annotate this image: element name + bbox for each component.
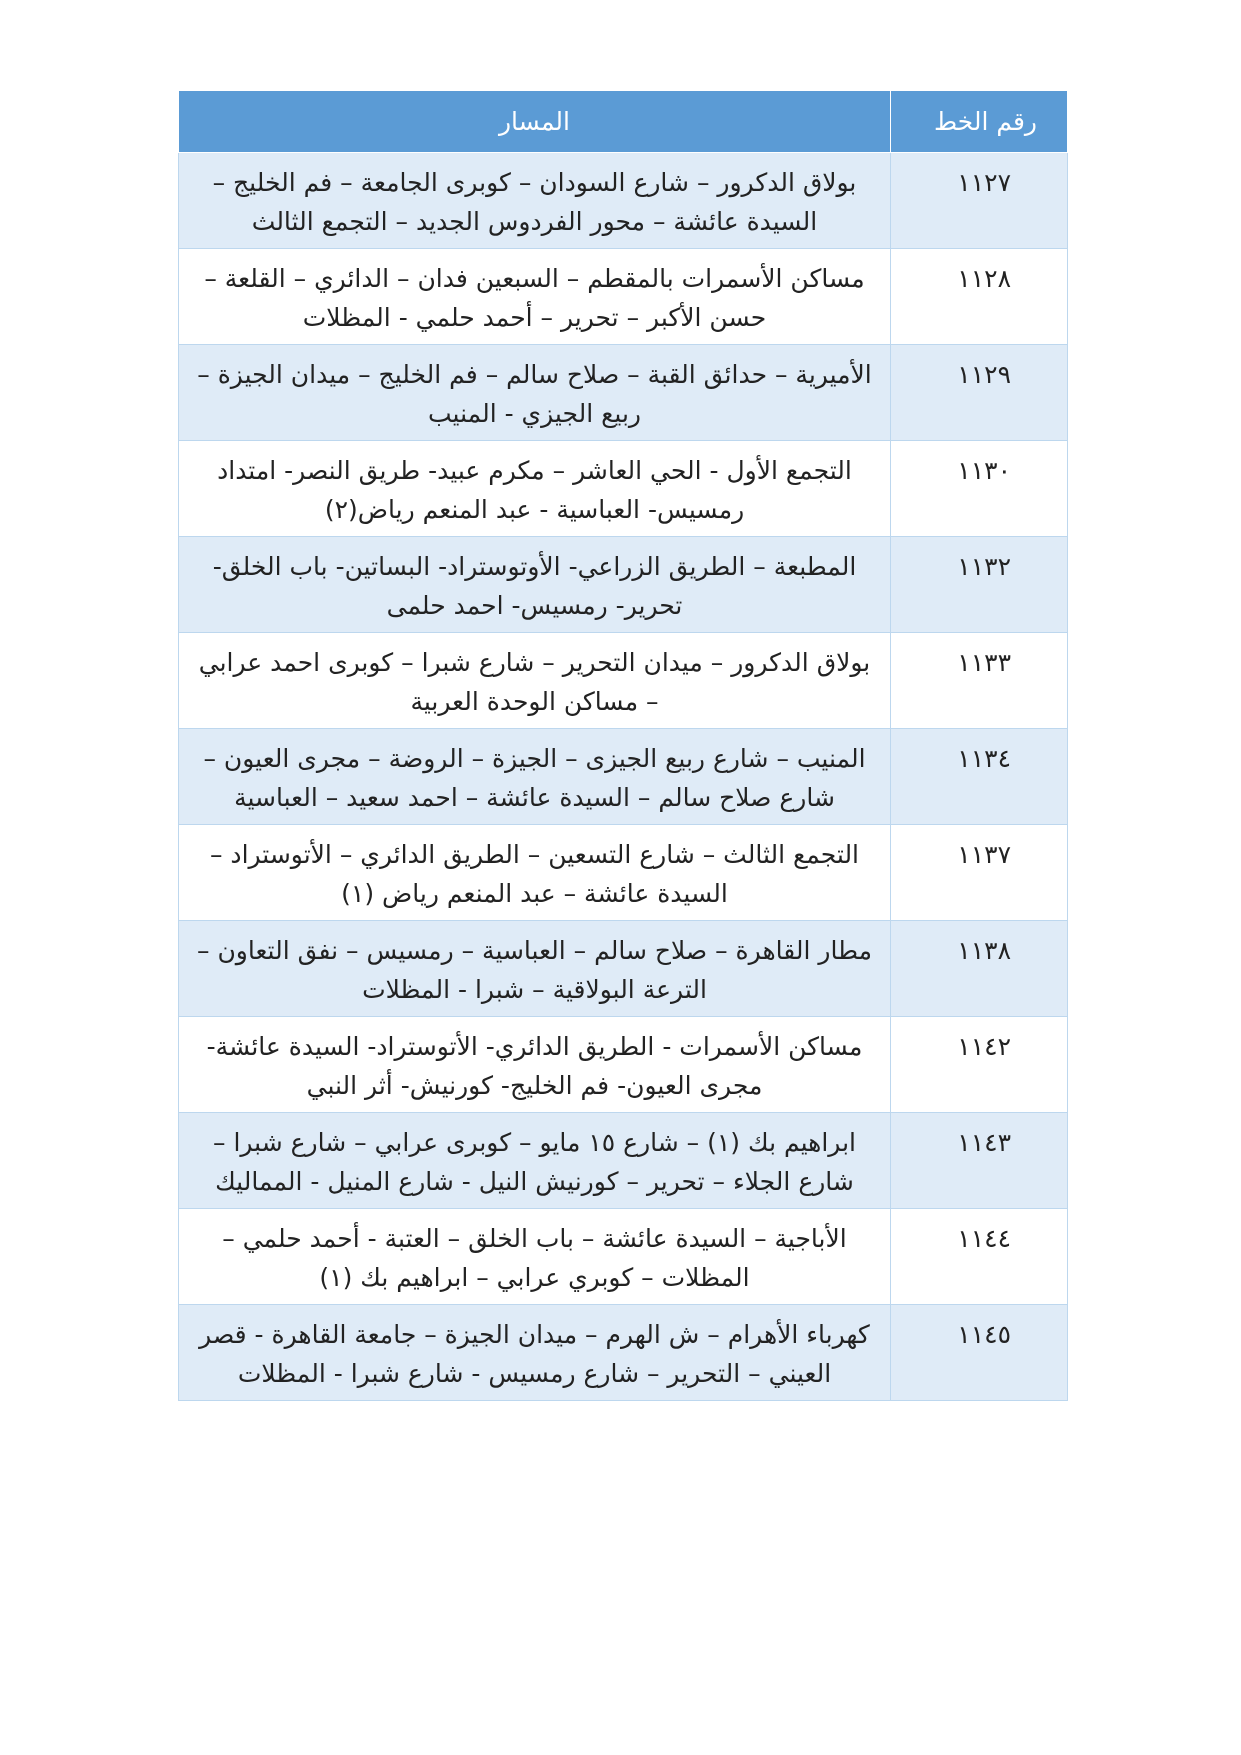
line-number-cell: ١١٢٨ bbox=[891, 249, 1068, 345]
line-number-cell: ١١٣٧ bbox=[891, 825, 1068, 921]
route-cell: بولاق الدكرور – ميدان التحرير – شارع شبرا – كوبرى احمد عرابي – مساكن الوحدة العربية bbox=[179, 633, 891, 729]
line-number-cell: ١١٢٩ bbox=[891, 345, 1068, 441]
line-number-cell: ١١٣٢ bbox=[891, 537, 1068, 633]
line-number-cell: ١١٣٨ bbox=[891, 921, 1068, 1017]
table-row bbox=[179, 633, 1068, 729]
table-header-row bbox=[179, 91, 1068, 153]
table-row bbox=[179, 1113, 1068, 1209]
line-number-cell: ١١٤٣ bbox=[891, 1113, 1068, 1209]
route-cell: مساكن الأسمرات بالمقطم – السبعين فدان – الدائري – القلعة – حسن الأكبر – تحرير – أحمد حلمي - المظلات bbox=[179, 249, 891, 345]
route-cell: بولاق الدكرور – شارع السودان – كوبرى الجامعة – فم الخليج – السيدة عائشة – محور الفردوس الجديد – التجمع الثالث bbox=[179, 153, 891, 249]
line-number-cell: ١١٢٧ bbox=[891, 153, 1068, 249]
table-row bbox=[179, 153, 1068, 249]
route-cell: الأباجية – السيدة عائشة – باب الخلق – العتبة - أحمد حلمي – المظلات – كوبري عرابي – ابراهيم بك (١) bbox=[179, 1209, 891, 1305]
table-row bbox=[179, 1305, 1068, 1401]
line-number-cell: ١١٣٠ bbox=[891, 441, 1068, 537]
line-number-cell: ١١٤٢ bbox=[891, 1017, 1068, 1113]
bus-routes-table bbox=[178, 90, 1068, 1401]
table-row bbox=[179, 249, 1068, 345]
table-row bbox=[179, 729, 1068, 825]
line-number-cell: ١١٤٥ bbox=[891, 1305, 1068, 1401]
table-row bbox=[179, 921, 1068, 1017]
header-line-number: رقم الخط bbox=[891, 91, 1068, 153]
route-cell: الأميرية – حدائق القبة – صلاح سالم – فم الخليج – ميدان الجيزة – ربيع الجيزي - المنيب bbox=[179, 345, 891, 441]
line-number-cell: ١١٤٤ bbox=[891, 1209, 1068, 1305]
line-number-cell: ١١٣٤ bbox=[891, 729, 1068, 825]
route-cell: المطبعة – الطريق الزراعي- الأوتوستراد- البساتين- باب الخلق- تحرير- رمسيس- احمد حلمى bbox=[179, 537, 891, 633]
header-route: المسار bbox=[179, 91, 891, 153]
table-row bbox=[179, 825, 1068, 921]
line-number-cell: ١١٣٣ bbox=[891, 633, 1068, 729]
table-row bbox=[179, 1209, 1068, 1305]
table-row bbox=[179, 345, 1068, 441]
route-cell: كهرباء الأهرام – ش الهرم – ميدان الجيزة – جامعة القاهرة - قصر العيني – التحرير – شارع رمسيس - شارع شبرا - المظلات bbox=[179, 1305, 891, 1401]
route-cell: ابراهيم بك (١) – شارع ١٥ مايو – كوبرى عرابي – شارع شبرا – شارع الجلاء – تحرير – كورنيش النيل - شارع المنيل - المماليك bbox=[179, 1113, 891, 1209]
route-cell: التجمع الثالث – شارع التسعين – الطريق الدائري – الأتوستراد – السيدة عائشة – عبد المنعم رياض (١) bbox=[179, 825, 891, 921]
route-cell: التجمع الأول - الحي العاشر – مكرم عبيد- طريق النصر- امتداد رمسيس- العباسية - عبد المنعم رياض(٢) bbox=[179, 441, 891, 537]
route-cell: المنيب – شارع ربيع الجيزى – الجيزة – الروضة – مجرى العيون – شارع صلاح سالم – السيدة عائشة – احمد سعيد – العباسية bbox=[179, 729, 891, 825]
route-cell: مساكن الأسمرات - الطريق الدائري- الأتوستراد- السيدة عائشة- مجرى العيون- فم الخليج- كورنيش- أثر النبي bbox=[179, 1017, 891, 1113]
route-cell: مطار القاهرة – صلاح سالم – العباسية – رمسيس – نفق التعاون – الترعة البولاقية – شبرا - المظلات bbox=[179, 921, 891, 1017]
table-row bbox=[179, 1017, 1068, 1113]
table-row bbox=[179, 537, 1068, 633]
table-row bbox=[179, 441, 1068, 537]
